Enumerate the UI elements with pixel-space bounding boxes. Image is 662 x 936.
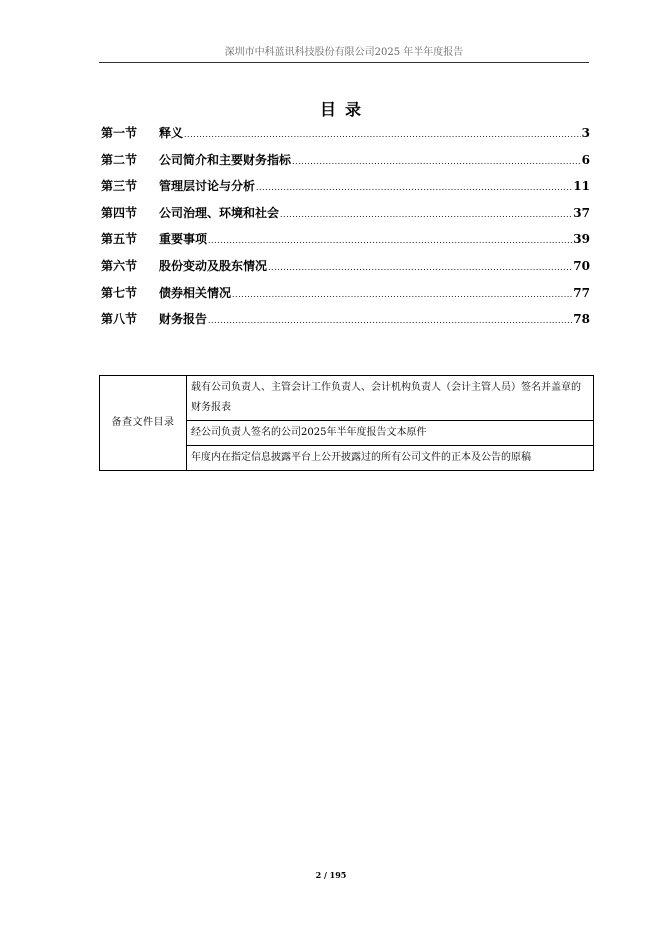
page-number: 2 / 195 <box>315 870 347 880</box>
reference-table-label: 备查文件目录 <box>100 376 187 471</box>
toc-section-number: 第八节 <box>101 312 138 327</box>
toc-entry[interactable] <box>101 310 590 337</box>
toc-leader-dots <box>280 206 572 220</box>
toc-entry[interactable] <box>101 204 590 231</box>
toc-page-number: 11 <box>573 179 590 194</box>
toc-section-number: 第三节 <box>101 179 138 194</box>
toc-section-name: 公司治理、环境和社会 <box>159 205 280 220</box>
toc-page-number: 78 <box>573 312 590 327</box>
toc-entry[interactable] <box>101 177 590 204</box>
toc-section-number: 第七节 <box>101 285 138 300</box>
toc-section-number: 第五节 <box>101 232 138 247</box>
toc-leader-dots <box>208 312 572 326</box>
toc-section-number: 第四节 <box>101 205 138 220</box>
table-cell: 经公司负责人签名的公司2025年半年度报告文本原件 <box>187 421 594 446</box>
toc-section-name: 股份变动及股东情况 <box>159 258 268 273</box>
toc-page-number: 37 <box>573 205 590 220</box>
toc-section-name: 财务报告 <box>159 312 208 327</box>
toc-leader-dots <box>208 232 572 246</box>
header-divider <box>99 62 589 63</box>
page-header: 深圳市中科蓝讯科技股份有限公司2025 年半年度报告 <box>224 47 464 58</box>
toc-entry[interactable] <box>101 257 590 284</box>
toc-page-number: 3 <box>581 126 590 140</box>
toc-section-number: 第六节 <box>101 258 138 273</box>
table-cell: 载有公司负责人、主管会计工作负责人、会计机构负责人（会计主管人员）签名并盖章的财务报表 <box>187 376 594 421</box>
toc-section-name: 释义 <box>159 126 184 140</box>
toc-section-name: 公司简介和主要财务指标 <box>159 152 292 167</box>
toc-page-number: 6 <box>581 152 590 167</box>
toc-section-number: 第二节 <box>101 152 138 167</box>
toc-page-number: 39 <box>573 232 590 247</box>
toc-section-name: 管理层讨论与分析 <box>159 179 256 194</box>
toc-leader-dots <box>232 286 572 300</box>
toc-page-number: 77 <box>573 285 590 300</box>
toc-section-number: 第一节 <box>101 126 138 140</box>
toc-section-name: 重要事项 <box>159 232 208 247</box>
toc-leader-dots <box>184 126 581 140</box>
table-of-contents <box>101 124 590 337</box>
table-cell: 年度内在指定信息披露平台上公开披露过的所有公司文件的正本及公告的原稿 <box>187 446 594 471</box>
toc-entry[interactable] <box>101 151 590 178</box>
toc-title: 目录 <box>319 100 370 119</box>
toc-page-number: 70 <box>573 258 590 273</box>
reference-documents-table <box>99 375 594 471</box>
toc-leader-dots <box>268 259 572 273</box>
toc-leader-dots <box>256 179 572 193</box>
toc-entry[interactable] <box>101 284 590 311</box>
toc-entry[interactable] <box>101 230 590 257</box>
toc-leader-dots <box>292 153 581 167</box>
toc-section-name: 债券相关情况 <box>159 285 232 300</box>
toc-entry[interactable] <box>101 124 590 151</box>
table-row <box>100 376 594 421</box>
